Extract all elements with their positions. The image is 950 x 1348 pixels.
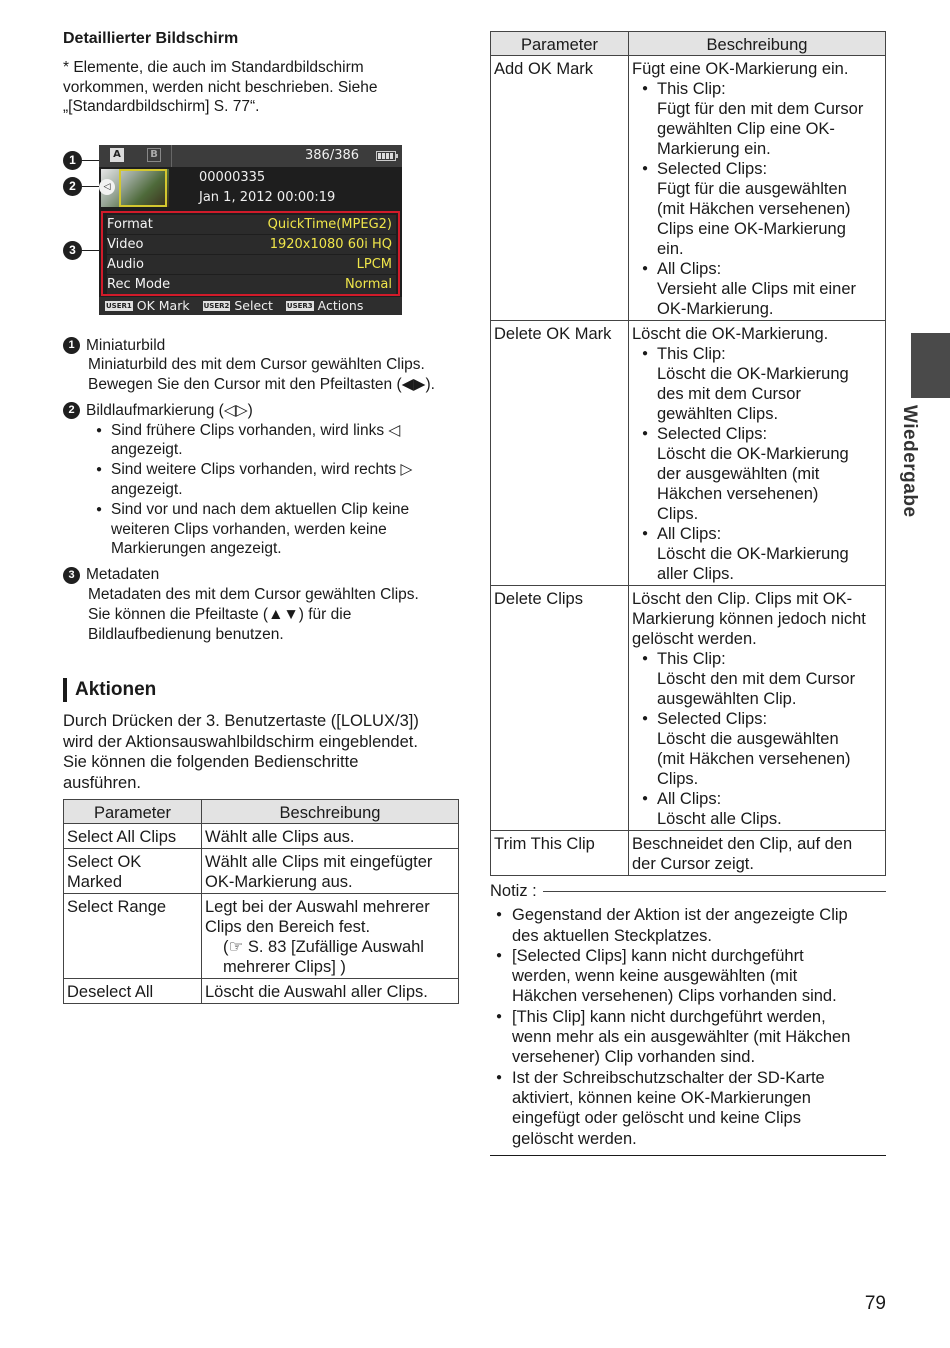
list-item xyxy=(632,709,882,789)
list-item xyxy=(632,789,882,829)
meta-key: Rec Mode xyxy=(107,276,171,292)
bullet-line: Häkchen versehenen) xyxy=(657,485,819,503)
callout-2-line xyxy=(82,186,100,187)
user2-key-icon[interactable]: USER2 xyxy=(203,301,230,310)
page-number: 79 xyxy=(864,1293,886,1314)
cell-line: Löscht die OK-Markierung. xyxy=(632,325,829,343)
camera-screen xyxy=(99,145,402,315)
right-column xyxy=(490,31,886,1156)
bullet-line: (mit Häkchen versehenen) xyxy=(657,750,851,768)
note-line: aktiviert, können keine OK-Markierungen xyxy=(512,1088,811,1107)
softkey-actions[interactable]: Actions xyxy=(317,297,364,313)
aktionen-intro xyxy=(63,711,459,793)
bullet-line: Löscht den mit dem Cursor xyxy=(657,670,856,688)
meta-value: 1920x1080 60i HQ xyxy=(269,236,392,252)
table-row xyxy=(64,894,459,979)
user1-key-icon[interactable]: USER1 xyxy=(106,301,132,310)
bullet-head: ● Selected Clips: xyxy=(657,160,768,178)
slot-a-icon: A xyxy=(110,148,124,162)
note-line: ● Ist der Schreibschutzschalter der SD-Karte xyxy=(512,1068,825,1087)
cell-line: gelöscht werden. xyxy=(632,630,757,648)
param-cell: Delete OK Mark xyxy=(491,321,629,586)
list-item xyxy=(632,259,882,319)
bullet-line: ein. xyxy=(657,240,684,258)
cell-line: Wählt alle Clips aus. xyxy=(205,828,355,847)
bullet-line: OK-Markierung. xyxy=(657,300,774,318)
cell-line: Löscht den Clip. Clips mit OK- xyxy=(632,590,853,608)
meta-key: Audio xyxy=(107,256,144,272)
list-item xyxy=(632,344,882,424)
user3-key-icon[interactable]: USER3 xyxy=(286,301,313,310)
bullet-list xyxy=(632,79,882,319)
param-cell: Trim This Clip xyxy=(491,831,629,876)
item-desc xyxy=(63,355,459,395)
bullet-line: angezeigt. xyxy=(111,441,183,459)
desc-line: Metadaten des mit dem Cursor gewählten Clips. xyxy=(88,586,419,604)
slot-b-icon: B xyxy=(147,148,161,162)
actions-table-left xyxy=(63,799,459,1004)
footnote-line: vorkommen, werden nicht beschrieben. Siehe xyxy=(63,78,378,96)
bullet-line: gewählten Clips. xyxy=(657,405,779,423)
item-desc xyxy=(63,585,459,644)
list-item xyxy=(63,500,459,559)
param-cell: Delete Clips xyxy=(491,586,629,831)
bullet-line: Löscht alle Clips. xyxy=(657,810,782,828)
cell-line: Select Range xyxy=(67,898,167,917)
table-row xyxy=(491,831,886,876)
page-reference-link[interactable]: (☞ S. 83 [Zufällige Auswahl xyxy=(223,938,424,957)
intro-line: wird der Aktionsauswahlbildschirm eingeblendet. xyxy=(63,732,418,751)
meta-row-format xyxy=(107,215,396,234)
list-item xyxy=(490,946,886,1007)
meta-key: Format xyxy=(107,216,153,232)
table-row xyxy=(64,979,459,1004)
bullet-head: ● This Clip: xyxy=(657,80,726,98)
cell-line: Deselect All xyxy=(67,983,154,1002)
notiz-rule xyxy=(543,891,886,892)
cell-line: Select OK xyxy=(67,853,142,872)
list-item xyxy=(63,421,459,461)
cell-line: Legt bei der Auswahl mehrerer xyxy=(205,898,430,917)
clip-datetime: Jan 1, 2012 00:00:19 xyxy=(199,189,336,205)
note-line: des aktuellen Steckplatzes. xyxy=(512,926,712,945)
cell-line: Wählt alle Clips mit eingefügter xyxy=(205,853,433,872)
number-badge: 3 xyxy=(63,567,80,584)
meta-key: Video xyxy=(107,236,144,252)
metadata-frame xyxy=(101,211,400,296)
notiz-header xyxy=(490,881,886,901)
bullet-line: Clips. xyxy=(657,770,699,788)
page-reference-link[interactable]: mehrerer Clips] ) xyxy=(223,958,346,977)
softkey-bar xyxy=(99,297,402,315)
actions-table-right xyxy=(490,31,886,876)
callout-2: 2 xyxy=(63,177,82,196)
list-item xyxy=(632,79,882,159)
meta-row-audio xyxy=(107,255,396,274)
intro-line: Durch Drücken der 3. Benutzertaste ([LOLUX/3]) xyxy=(63,712,419,731)
footnote-line: * Elemente, die auch im Standardbildschirm xyxy=(63,59,364,76)
list-item xyxy=(632,524,882,584)
bullet-line: Fügt für die ausgewählten xyxy=(657,180,847,198)
footnote-line: „[Standardbildschirm] S. 77“. xyxy=(63,98,260,115)
bullet-line: aller Clips. xyxy=(657,565,735,583)
note-line: versehener) Clip vorhanden sind. xyxy=(512,1048,756,1067)
cell-line: der Cursor zeigt. xyxy=(632,855,754,873)
param-cell xyxy=(64,894,202,979)
bullet-line: des mit dem Cursor xyxy=(657,385,801,403)
bullet-list xyxy=(632,344,882,584)
table-header-row xyxy=(491,32,886,56)
meta-value: LPCM xyxy=(356,256,392,272)
desc-line: Bewegen Sie den Cursor mit den Pfeiltasten (◀▶). xyxy=(88,376,435,394)
bullet-line: weiteren Clips vorhanden, werden keine xyxy=(111,520,387,538)
note-line: werden, wenn keine ausgewählten (mit xyxy=(512,967,798,986)
desc-cell xyxy=(629,586,886,831)
desc-line: Sie können die Pfeiltaste (▲▼) für die xyxy=(88,605,352,623)
list-item xyxy=(632,424,882,524)
desc-cell xyxy=(629,321,886,586)
softkey-select[interactable]: Select xyxy=(234,297,273,313)
section-heading: Detaillierter Bildschirm xyxy=(63,30,239,47)
bullet-line: Clips. xyxy=(657,505,699,523)
footnote xyxy=(63,58,459,117)
bullet-head: ● All Clips: xyxy=(657,525,722,543)
notiz-box xyxy=(490,881,886,1156)
bullet-line: Löscht die OK-Markierung xyxy=(657,365,849,383)
desc-cell xyxy=(202,979,459,1004)
cell-line: Marked xyxy=(67,873,123,892)
table-row xyxy=(64,824,459,849)
cell-line: OK-Markierung aus. xyxy=(205,873,353,892)
callout-1: 1 xyxy=(63,151,82,170)
bullet-line: angezeigt. xyxy=(111,481,183,499)
bullet-head: ● This Clip: xyxy=(657,345,726,363)
number-badge: 1 xyxy=(63,337,80,354)
note-line: Häkchen versehenen) Clips vorhanden sind. xyxy=(512,987,837,1006)
callout-3: 3 xyxy=(63,241,82,260)
number-badge: 2 xyxy=(63,402,80,419)
table-row xyxy=(491,586,886,831)
bullet-line: Markierung ein. xyxy=(657,140,771,158)
bullet-line: ausgewählten Clip. xyxy=(657,690,797,708)
bullet-line: ● Sind frühere Clips vorhanden, wird links ◁ xyxy=(111,421,401,439)
param-cell xyxy=(64,824,202,849)
meta-value: Normal xyxy=(344,276,392,292)
legend-item-2 xyxy=(63,401,459,559)
bullet-line: ● Sind vor und nach dem aktuellen Clip keine xyxy=(111,500,410,518)
cell-line: Markierung können jedoch nicht xyxy=(632,610,866,628)
note-line: ● Gegenstand der Aktion ist der angezeigte Clip xyxy=(512,906,848,925)
column-header-beschreibung: Beschreibung xyxy=(202,800,459,824)
bullet-line: Löscht die ausgewählten xyxy=(657,730,839,748)
meta-value: QuickTime(MPEG2) xyxy=(267,216,392,232)
param-cell: Add OK Mark xyxy=(491,56,629,321)
list-item xyxy=(490,1068,886,1149)
meta-row-video xyxy=(107,235,396,254)
note-line: gelöscht werden. xyxy=(512,1129,637,1148)
intro-line: Sie können die folgenden Bedienschritte xyxy=(63,753,359,772)
clip-name: 00000335 xyxy=(199,169,266,185)
note-line: ● [This Clip] kann nicht durchgeführt werden, xyxy=(512,1007,826,1026)
desc-cell xyxy=(629,56,886,321)
bullet-head: ● All Clips: xyxy=(657,790,722,808)
notiz-label: Notiz : xyxy=(490,882,537,900)
list-item xyxy=(632,159,882,259)
bullet-line: Clips eine OK-Markierung xyxy=(657,220,846,238)
bullet-line: Löscht die OK-Markierung xyxy=(657,445,849,463)
desc-cell xyxy=(629,831,886,876)
table-row xyxy=(491,56,886,321)
thumbnail-cursor-frame xyxy=(119,169,167,207)
chapter-tab-label: Wiedergabe xyxy=(899,405,920,518)
legend-item-1 xyxy=(63,336,459,395)
notiz-list xyxy=(490,905,886,1149)
bullet-list xyxy=(632,649,882,829)
param-cell xyxy=(64,849,202,894)
intro-line: ausführen. xyxy=(63,773,141,792)
column-header-beschreibung: Beschreibung xyxy=(629,32,886,56)
detail-screen-figure xyxy=(63,145,459,330)
left-column xyxy=(63,30,459,1004)
desc-cell xyxy=(202,824,459,849)
desc-cell xyxy=(202,894,459,979)
aktionen-heading: Aktionen xyxy=(63,678,459,702)
bullet-line: der ausgewählten (mit xyxy=(657,465,820,483)
desc-line: Miniaturbild des mit dem Cursor gewählten Clips. xyxy=(88,356,425,374)
softkey-ok-mark[interactable]: OK Mark xyxy=(136,297,190,313)
bullet-head: ● Selected Clips: xyxy=(657,425,768,443)
item-title: Metadaten xyxy=(86,566,160,584)
list-item xyxy=(632,649,882,709)
table-header-row xyxy=(64,800,459,824)
battery-icon xyxy=(376,151,396,161)
note-line: ● [Selected Clips] kann nicht durchgeführt xyxy=(512,946,804,965)
list-item xyxy=(490,1007,886,1068)
item-title: Bildlaufmarkierung (◁▷) xyxy=(86,401,253,419)
bullet-line: (mit Häkchen versehenen) xyxy=(657,200,851,218)
column-header-parameter: Parameter xyxy=(491,32,629,56)
bullet-list xyxy=(63,421,459,560)
meta-row-rec-mode xyxy=(107,275,396,294)
item-title: Miniaturbild xyxy=(86,336,166,354)
cell-line: Löscht die Auswahl aller Clips. xyxy=(205,983,428,1002)
param-cell xyxy=(64,979,202,1004)
bullet-line: Markierungen angezeigt. xyxy=(111,540,282,558)
bullet-head: ● Selected Clips: xyxy=(657,710,768,728)
cell-line: Fügt eine OK-Markierung ein. xyxy=(632,60,849,78)
bullet-line: Löscht die OK-Markierung xyxy=(657,545,849,563)
bullet-head: ● All Clips: xyxy=(657,260,722,278)
cell-line: Beschneidet den Clip, auf den xyxy=(632,835,853,853)
list-item xyxy=(490,905,886,946)
legend-item-3 xyxy=(63,565,459,644)
notiz-end-rule xyxy=(490,1155,886,1156)
chapter-tab xyxy=(898,405,938,525)
desc-line: Bildlaufbedienung benutzen. xyxy=(88,625,284,643)
note-line: eingefügt oder gelöscht und keine Clips xyxy=(512,1109,801,1128)
bullet-line: Versieht alle Clips mit einer xyxy=(657,280,856,298)
tab-divider xyxy=(171,145,172,167)
table-row xyxy=(491,321,886,586)
bullet-line: Fügt für den mit dem Cursor xyxy=(657,100,864,118)
column-header-parameter: Parameter xyxy=(64,800,202,824)
note-line: wenn mehr als ein ausgewählter (mit Häkchen xyxy=(512,1028,851,1047)
bullet-head: ● This Clip: xyxy=(657,650,726,668)
chapter-tab-marker xyxy=(911,333,950,398)
bullet-line: ● Sind weitere Clips vorhanden, wird rechts ▷ xyxy=(111,461,413,479)
screen-top-bar xyxy=(99,145,402,167)
desc-cell xyxy=(202,849,459,894)
cell-line: Select All Clips xyxy=(67,828,177,847)
bullet-line: gewählten Clip eine OK- xyxy=(657,120,835,138)
list-item xyxy=(63,460,459,500)
cell-line: Clips den Bereich fest. xyxy=(205,918,371,937)
clip-counter: 386/386 xyxy=(305,147,360,163)
scroll-left-icon[interactable]: ◁ xyxy=(99,179,115,195)
table-row xyxy=(64,849,459,894)
